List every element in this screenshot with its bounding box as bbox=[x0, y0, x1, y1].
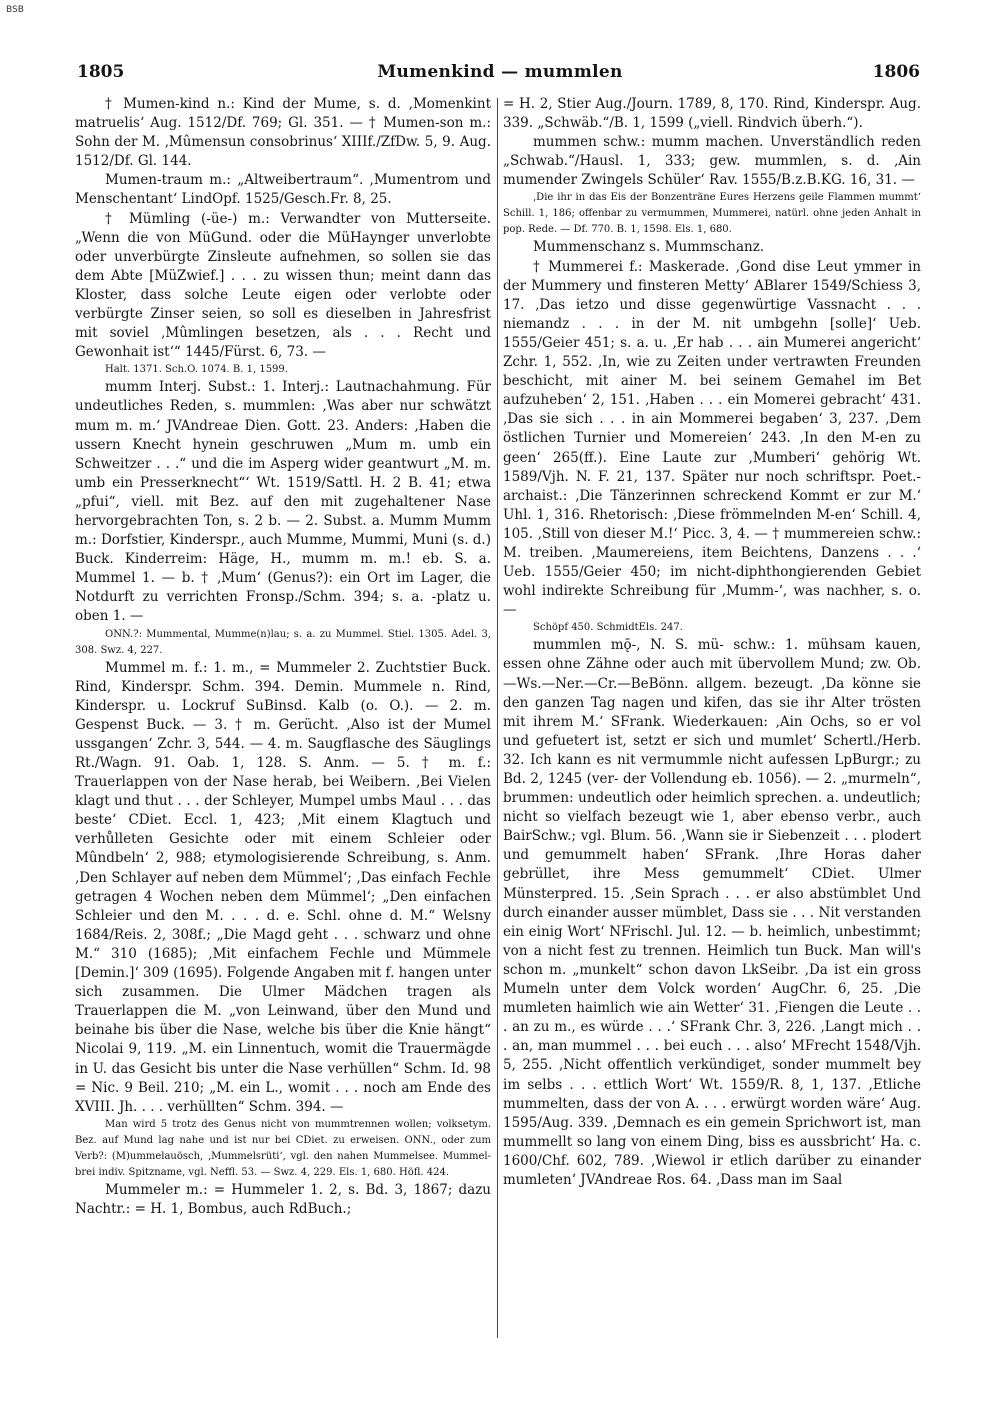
entry-mummenschanz: Mummenschanz s. Mummschanz. bbox=[533, 239, 765, 256]
entry-mummel: Mummel m. f.: 1. m., = Mummeler 2. Zuchtstier Buck. Rind, Kinderspr. Schm. 394. Demin. Mummele n. Rind, Kinderspr. u. Lockruf SuBinsd. Kalb (o. O.). — 2. m. Gespenst Buck. — 3. † m. Gerücht. ‚Also ist der Mumel ussgangen‘ Zchr. 3, 544. — 4. m. Saugflasche des Säuglings Rt./Wagn. 91. Oab. 1, 128. S. Anm. — 5. † m. f.: Trauerlappen von der Nase herab, bei Weibern. ‚Bei Vielen klagt und thut . . . der Schleyer, Mumpel umbs Maul . . . das beste‘ CDiet. Eccl. 1, 423; ‚Mit einem Klagtuch und verhůlleten Gesichte oder mit einem Schleier oder Mûndbeln‘ 2, 988; etymologisierende Schreibung, s. Anm. ‚Den Schlayer auf neben dem Mümmel‘; ‚Das einfach Fechle getragen 4 Wochen neben dem Mümmel‘; „Den einfachen Schleier und den M. . . . d. e. Schl. ohne d. M.“ Welsny 1684/Reis. 2, 308f.; „Die Magd geht . . . schwarz und ohne M.“ 310 (1685); ‚Mit einfachem Fechle und Mümmele [Demin.]‘ 309 (1695). Folgende Angaben mit f. hangen unter sich zusammen. Die Ulmer Mädchen tragen als Trauerlappen die M. „von Leinwand, über den Mund und beinahe bis über die Nase, welche bis über die Knie hängt“ Nicolai 9, 119. „M. ein Linnentuch, womit die Trauermägde in U. das Gesicht bis unter die Nase verhüllen“ Schm. Id. 98 = Nic. 9 Beil. 210; „M. ein L., womit . . . noch am Ende des XVIII. Jh. . . . verhüllten“ Schm. 394. — Man wird 5 trotz des Genus nicht von mummtrennen wollen; volksetym. Bez. auf Mund lag nahe und ist nur bei CDiet. zu erweisen. ONN., oder zum Verb?: (M)ummelauösch, ‚Mummelsrüti‘, vgl. den nahen Mummelsee. Mummel-brei indiv. Spitzname, vgl. Neffl. 53. — Swz. 4, 229. Els. 1, 680. Höfl. 424. bbox=[75, 659, 491, 1181]
entry-mummerei: † Mummerei f.: Maskerade. ‚Gond dise Leut ymmer in der Mummery und finsteren Metty‘ ABlarer 1549/Schiess 3, 17. ‚Das ietzo und disse gegenwürtige Vassnacht . . . niemandz . . . in der M. nit umbgehn [solle]‘ Ueb. 1555/Geier 451; s. a. u. ‚Er hab . . . ain Mumerei angericht‘ Zchr. 1, 552. ‚In, wie zu Zeiten under vertrawten Freunden beschicht, mit ainer M. bei seinem Gemahel im Bet aufzuheben‘ 2, 151. ‚Haben . . . ein Momerei gebracht‘ 431. ‚Das sie sich . . . in ain Mommerei begaben‘ 3, 237. ‚Dem östlichen Turnier und Momereien‘ 243. ‚In den M-en zu geen‘ 265(ff.). Eine Laute zur ‚Mumberi‘ gehörig Wt. 1589/Vjh. N. F. 21, 137. Später nur noch schriftspr. Poet.-archaist.: ‚Die Tänzerinnen schreckend Kommt er zur M.‘ Uhl. 1, 316. Rhetorisch: ‚Diese frömmelnden M-en‘ Schill. 4, 105. ‚Still von dieser M.!‘ Picc. 3, 4. — † mummereien schw.: M. treiben. ‚Maumereiens, item Beichtens, Danzens . . .‘ Ueb. 1555/Geier 450; im nicht-diphthongierenden Gebiet wohl indirekte Schreibung für ‚Mumm-‘, was nachher, s. o. — Schöpf 450. SchmidtEls. 247. bbox=[503, 258, 921, 637]
entry-note: Halt. 1371. Sch.O. 1074. B. 1, 1599. bbox=[105, 364, 288, 376]
entry-note: ‚Die ihr in das Eis der Bonzenträne Eures Herzens geile Flammen mummt‘ Schill. 1, 186; offenbar zu vermummen, Mummerei, natürl. ohne jeden Anhalt in pop. Rede. — Df. 770. B. 1, 1598. Els. 1, 680. bbox=[503, 192, 921, 236]
entry-mumm: mumm Interj. Subst.: 1. Interj.: Lautnachahmung. Für undeutliches Reden, s. mummlen: ‚Was aber nur schwätzt mum m. m.‘ JVAndreae Dien. Gott. 23. Anders: ‚Haben die ussern Knecht hynein geschruwen „Mum m. umb ein Schweitzer . . .“ und die im Asperg wider geantwurt „M. m. umb ein Presserknecht“‘ Wt. 1519/Sattl. H. 2 B. 41; etwa „pfui“, viell. mit Bez. auf den mit zugehaltener Nase hervorgebrachten Ton, s. 2 b. — 2. Subst. a. Mumm Mumm m.: Dorfstier, Kinderspr., auch Mumme, Mummi, Muni (s. d.) Buck. Kinderreim: Häge, H., mumm m. m.! eb. S. a. Mummel 1. — b. † ‚Mum‘ (Genus?): ein Ort im Lager, die Notdurft zu verrichten Fronsp./Schm. 394; s. a. -platz u. oben 1. — ONN.?: Mummental, Mumme(n)lau; s. a. zu Mummel. Stiel. 1305. Adel. 3, 308. Swz. 4, 227. bbox=[75, 378, 491, 658]
entry-mummeler-cont: = H. 2, Stier Aug./Journ. 1789, 8, 170. Rind, Kinderspr. Aug. 339. „Schwäb.“/B. 1, 1599 („viell. Rindvich überh.“). bbox=[503, 96, 921, 132]
entry-note: ONN.?: Mummental, Mumme(n)lau; s. a. zu Mummel. Stiel. 1305. Adel. 3, 308. Swz. 4, 227. bbox=[75, 628, 491, 656]
entry-muemling: † Mümling (-üe-) m.: Verwandter von Mutterseite. „Wenn die von MüGund. oder die MüHaynger unverlobte oder unverbürgte Zinsleute aufnehmen, so sollen sie das dem Abte [MüZwief.] . . . zu wissen thun; meint dann das Kloster, dass solche Leute eigen oder verlobte oder verbürgte Zinser seien, so soll es dieselben in Jahresfrist mit soviel ‚Mûmlingen besetzen, als . . . Recht und Gewonhait ist‘“ 1445/Fürst. 6, 73. — Halt. 1371. Sch.O. 1074. B. 1, 1599. bbox=[75, 210, 491, 379]
entry-mumenkind: † Mumen-kind n.: Kind der Mume, s. d. ‚Momenkint matruelis‘ Aug. 1512/Df. 769; Gl. 351. — † Mumen-son m.: Sohn der M. ‚Mûmensun consobrinus‘ XIIIf./ZfDw. 5, 9. Aug. 1512/Df. Gl. 144. bbox=[75, 96, 491, 170]
column-rule bbox=[497, 98, 498, 1338]
entry-note: Man wird 5 trotz des Genus nicht von mummtrennen wollen; volksetym. Bez. auf Mund lag nahe und ist nur bei CDiet. zu erweisen. ONN., oder zum Verb?: (M)ummelauösch, ‚Mummelsrüti‘, vgl. den nahen Mummelsee. Mummel-brei indiv. Spitzname, vgl. Neffl. 53. — Swz. 4, 229. Els. 1, 680. Höfl. 424. bbox=[75, 1118, 491, 1178]
entry-mummlen: mummlen mǭ-, N. S. mü- schw.: 1. mühsam kauen, essen ohne Zähne oder auch mit übervollem Mund; zw. Ob.—Ws.—Ner.—Cr.—BeBönn. allgem. bezeugt. ‚Da könne sie den ganzen Tag nagen und kifen, das sie ihr Alter trösten mit ihrem M.‘ SFrank. Wiederkauen: ‚Ain Ochs, so er vol und gefuetert ist, setzt er sich und mumlet‘ Schertl./Herb. 32. Ich kann es nit vermummle nicht aufessen LpBurgr.; zu Bd. 2, 1245 (ver- der Vollendung eb. 1056). — 2. „murmeln“, brummen: undeutlich oder heimlich sprechen. a. undeutlich; nicht so vielfach bezeugt wie 1, aber ebenso verbr., auch BairSchw.; vgl. Blum. 56. ‚Wann sie ir Siebenzeit . . . plodert und gemummelt haben‘ SFrank. ‚Ihre Horas daher gebrüllet, ihre Mess gemummelt‘ CDiet. Ulmer Münsterpred. 15. ‚Sein Sprach . . . er also abstümblet Und durch einander ausser mümblet, Dass sie . . . Nit verstanden ein einig Wort‘ NFrischl. Jul. 12. — b. heimlich, unbestimmt; von a nicht fest zu trennen. Heimlich tun Buck. Man will's schon m. „munkelt“ schon davon LkSeibr. ‚Da ist ein gross Mumeln unter dem Volck worden‘ AugChr. 6, 25. ‚Die mumleten haimlich wie ain Wetter‘ 31. ‚Fiengen die Leute . . . an zu m., es würde . . .‘ SFrank Chr. 3, 226. ‚Langt mich . . . an, man mummel . . . bei euch . . . also‘ MFrecht 1548/Vjh. 5, 255. ‚Nicht offentlich verkündiget, sonder mummelt bey im selbs . . . ettlich Wort‘ Wt. 1559/R. 8, 1, 137. ‚Etliche mummelten, dass der von A. . . . erwürgt worden wäre‘ Aug. 1595/Aug. 339. ‚Demnach es ein gemein Sprichwort ist, man mummellt so lang von einem Ding, biss es aussbricht‘ Ha. c. 1600/Chf. 602, 789. ‚Wiewol ir etlich darüber zu einander mumleten‘ JVAndreae Ros. 64. ‚Dass man im Saal bbox=[503, 637, 921, 1188]
entry-mumentraum: Mumen-traum m.: „Altweibertraum“. ‚Mumentrom und Menschentant‘ LindOpf. 1525/Gesch.Fr. 8, 25. bbox=[75, 172, 491, 208]
library-stamp: BSB bbox=[6, 5, 24, 15]
entry-mummen: mummen schw.: mumm machen. Unverständlich reden „Schwab.“/Hausl. 1, 333; gew. mummlen, s. d. ‚Ain mumender Zwingels Schüler‘ Rav. 1555/B.z.B.KG. 16, 31. — ‚Die ihr in das Eis der Bonzenträne Eures Herzens geile Flammen mummt‘ Schill. 1, 186; offenbar zu vermummen, Mummerei, natürl. ohne jeden Anhalt in pop. Rede. — Df. 770. B. 1, 1598. Els. 1, 680. bbox=[503, 133, 921, 238]
right-column bbox=[503, 95, 921, 1190]
entry-mummeler: Mummeler m.: = Hummeler 1. 2, s. Bd. 3, 1867; dazu Nachtr.: = H. 1, Bombus, auch RdBuch.; bbox=[75, 1181, 491, 1217]
page-number-right: 1806 bbox=[872, 62, 920, 82]
running-title: Mumenkind — mummlen bbox=[377, 62, 623, 82]
page-number-left: 1805 bbox=[77, 62, 125, 82]
left-column bbox=[75, 95, 491, 1219]
entry-note: Schöpf 450. SchmidtEls. 247. bbox=[533, 622, 683, 634]
